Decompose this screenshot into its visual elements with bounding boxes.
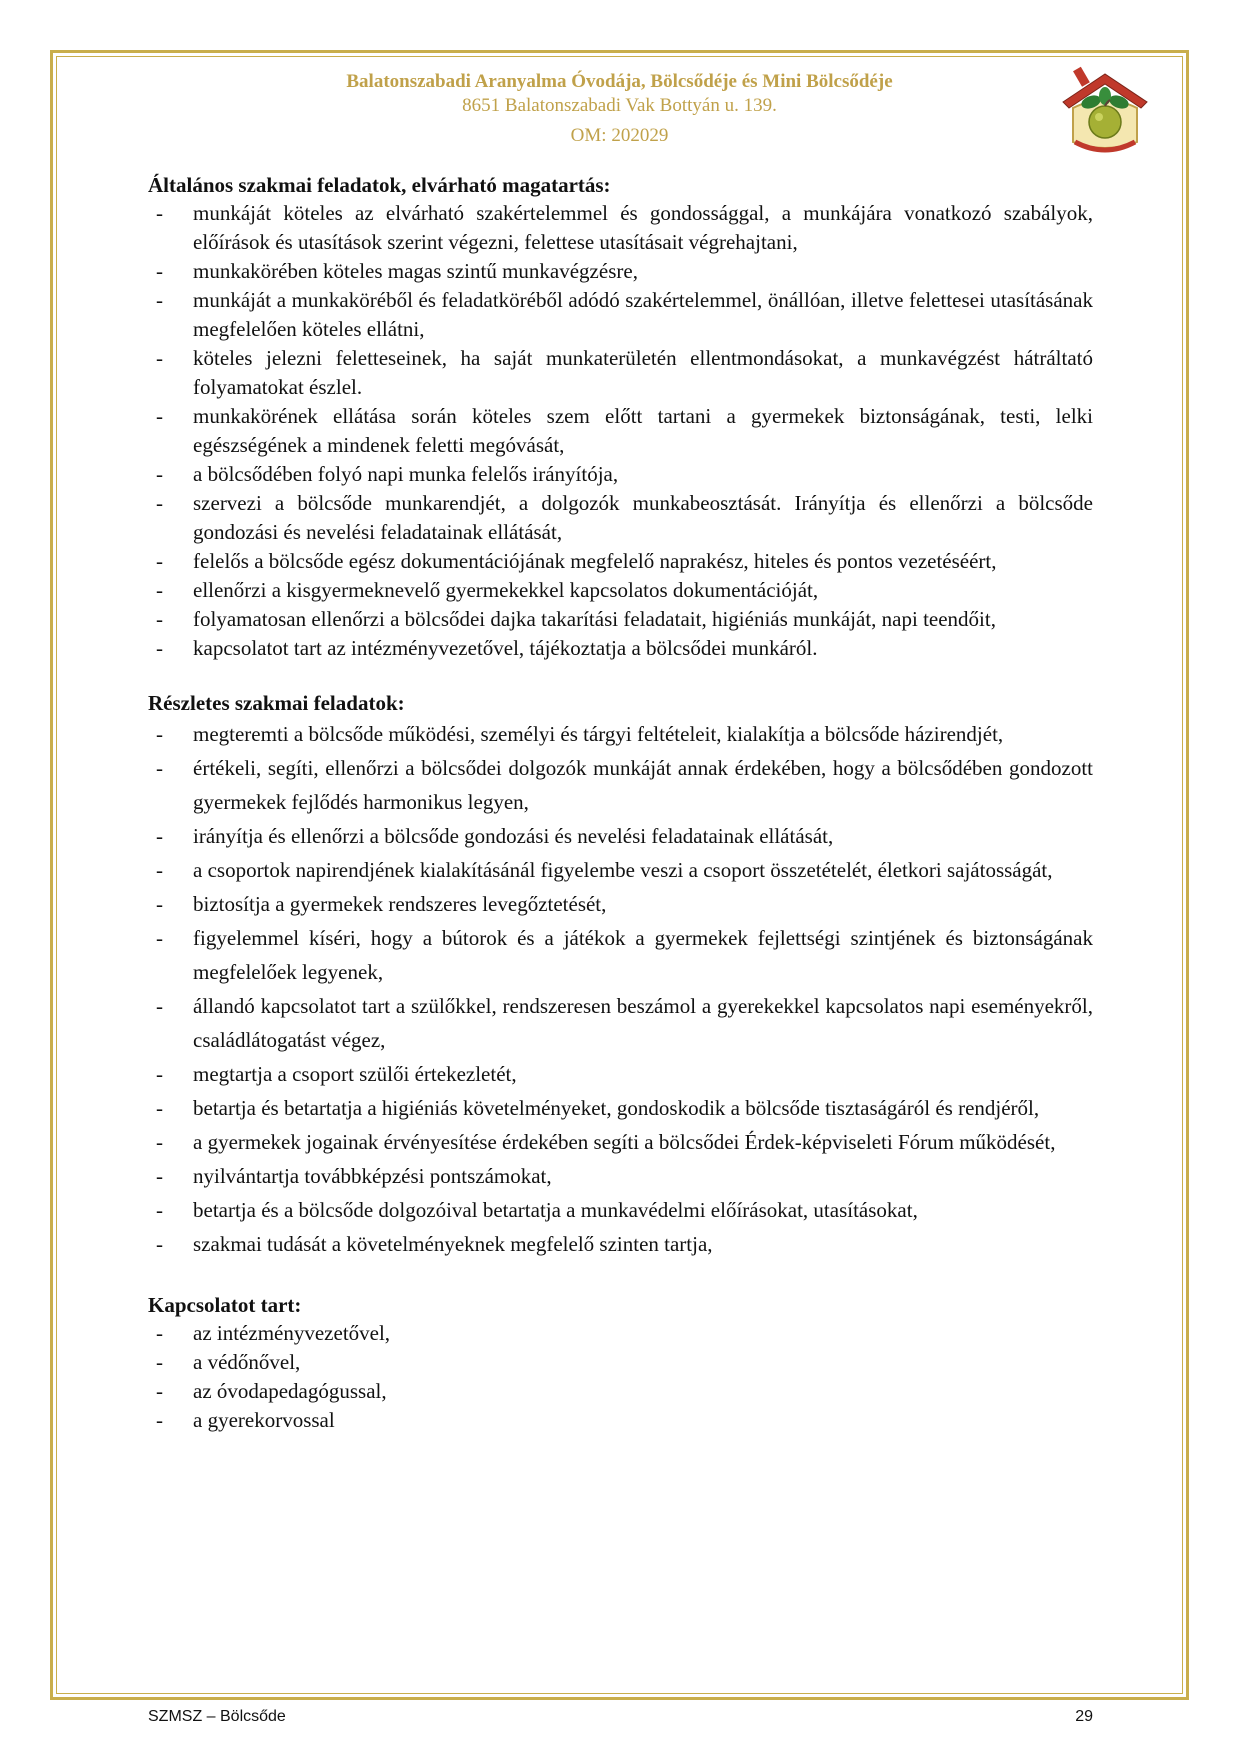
contacts-heading: Kapcsolatot tart: [148, 1293, 302, 1317]
list-item: - folyamatosan ellenőrzi a bölcsődei dajka takarítási feladatait, higiéniás munkáját, napi teendőit, [148, 605, 1093, 634]
bullet-dash: - [156, 858, 163, 882]
bullet-dash: - [156, 462, 163, 486]
bullet-dash: - [156, 288, 163, 312]
general-tasks-list [148, 199, 1093, 663]
list-item: - értékeli, segíti, ellenőrzi a bölcsődei dolgozók munkáját annak érdekében, hogy a bölcsődében gondozott gyermekek fejlődés harmonikus legyen, [148, 751, 1093, 819]
list-item: - munkakörének ellátása során köteles szem előtt tartani a gyermekek biztonságának, testi, lelki egészségének a mindenek feletti megóvását, [156, 404, 1093, 457]
bullet-dash: - [156, 1379, 163, 1403]
list-item: - ellenőrzi a kisgyermeknevelő gyermekekkel kapcsolatos dokumentációját, [148, 576, 1093, 605]
list-item: - megteremti a bölcsőde működési, személyi és tárgyi feltételeit, kialakítja a bölcsőde házirendjét, [148, 717, 1093, 751]
general-tasks-heading: Általános szakmai feladatok, elvárható magatartás: [148, 173, 611, 197]
bullet-dash: - [156, 259, 163, 283]
bullet-dash: - [156, 892, 163, 916]
bullet-dash: - [156, 1198, 163, 1222]
bullet-dash: - [156, 756, 163, 780]
institution-name: Balatonszabadi Aranyalma Óvodája, Bölcsődéje és Mini Bölcsődéje [346, 71, 893, 92]
bullet-dash: - [156, 491, 163, 515]
list-item: - nyilvántartja továbbképzési pontszámokat, [148, 1159, 1093, 1193]
bullet-dash: - [156, 1164, 163, 1188]
list-item: - a gyerekorvossal [148, 1406, 1093, 1435]
bullet-dash: - [156, 346, 163, 370]
bullet-dash: - [156, 1408, 163, 1432]
detailed-tasks-heading: Részletes szakmai feladatok: [148, 691, 405, 715]
list-item: - megtartja a csoport szülői értekezletét, [148, 1057, 1093, 1091]
bullet-dash: - [156, 636, 163, 660]
bullet-dash: - [156, 549, 163, 573]
list-item: - betartja és betartatja a higiéniás követelményeket, gondoskodik a bölcsőde tisztaságáról és rendjéről, [148, 1091, 1093, 1125]
bullet-dash: - [156, 607, 163, 631]
bullet-dash: - [156, 1130, 163, 1154]
bullet-dash: - [156, 201, 163, 225]
list-item: - felelős a bölcsőde egész dokumentációjának megfelelő naprakész, hiteles és pontos vezetéséért, [148, 547, 1093, 576]
list-item: - munkáját a munkaköréből és feladatköréből adódó szakértelemmel, önállóan, illetve felettesei utasításának megfelelően köteles ellátni, [156, 288, 1093, 341]
bullet-dash: - [156, 1321, 163, 1345]
bullet-dash: - [156, 1350, 163, 1374]
apple-house-logo-icon [1055, 62, 1155, 158]
letterhead [150, 70, 1089, 148]
list-item: - a csoportok napirendjének kialakításánál figyelembe veszi a csoport összetételét, életkori sajátosságát, [148, 853, 1093, 887]
institution-address: 8651 Balatonszabadi Vak Bottyán u. 139. [462, 95, 777, 116]
list-item: - betartja és a bölcsőde dolgozóival betartatja a munkavédelmi előírásokat, utasításokat, [148, 1193, 1093, 1227]
bullet-dash: - [156, 926, 163, 950]
document-body [148, 172, 1093, 1435]
om-identifier: OM: 202029 [570, 125, 669, 146]
bullet-dash: - [156, 578, 163, 602]
bullet-dash: - [156, 1096, 163, 1120]
list-item: - irányítja és ellenőrzi a bölcsőde gondozási és nevelési feladatainak ellátását, [148, 819, 1093, 853]
detailed-tasks-list [148, 717, 1093, 1261]
footer-doc-title: SZMSZ – Bölcsőde [148, 1708, 286, 1725]
bullet-dash: - [156, 824, 163, 848]
list-item: - szakmai tudását a követelményeknek megfelelő szinten tartja, [148, 1227, 1093, 1261]
list-item: - kapcsolatot tart az intézményvezetővel, tájékoztatja a bölcsődei munkáról. [148, 634, 1093, 663]
bullet-dash: - [156, 1232, 163, 1256]
list-item: - az óvodapedagógussal, [148, 1377, 1093, 1406]
page-number: 29 [1075, 1708, 1093, 1725]
list-item: - szervezi a bölcsőde munkarendjét, a dolgozók munkabeosztását. Irányítja és ellenőrzi a bölcsőde gondozási és nevelési feladatainak ellátását, [156, 491, 1093, 544]
list-item: - a bölcsődében folyó napi munka felelős irányítója, [148, 460, 1093, 489]
contacts-list [148, 1319, 1093, 1435]
list-item: - munkáját köteles az elvárható szakértelemmel és gondossággal, a munkájára vonatkozó szabályok, előírások és utasítások szerint végezni, felettese utasításait végrehajtani, [156, 201, 1093, 254]
list-item: - a védőnővel, [148, 1348, 1093, 1377]
bullet-dash: - [156, 994, 163, 1018]
bullet-dash: - [156, 1062, 163, 1086]
list-item: - az intézményvezetővel, [148, 1319, 1093, 1348]
list-item: - biztosítja a gyermekek rendszeres levegőztetését, [148, 887, 1093, 921]
list-item: - a gyermekek jogainak érvényesítése érdekében segíti a bölcsődei Érdek-képviseleti Fórum működését, [148, 1125, 1093, 1159]
list-item: - figyelemmel kíséri, hogy a bútorok és a játékok a gyermekek fejlettségi szintjének és biztonságának megfelelőek legyenek, [148, 921, 1093, 989]
list-item: - állandó kapcsolatot tart a szülőkkel, rendszeresen beszámol a gyerekekkel kapcsolatos napi eseményekről, családlátogatást végez, [148, 989, 1093, 1057]
bullet-dash: - [156, 404, 163, 428]
bullet-dash: - [156, 722, 163, 746]
list-item: - köteles jelezni feletteseinek, ha saját munkaterületén ellentmondásokat, a munkavégzést hátráltató folyamatokat észlel. [156, 346, 1093, 399]
list-item: - munkakörében köteles magas szintű munkavégzésre, [148, 257, 1093, 286]
